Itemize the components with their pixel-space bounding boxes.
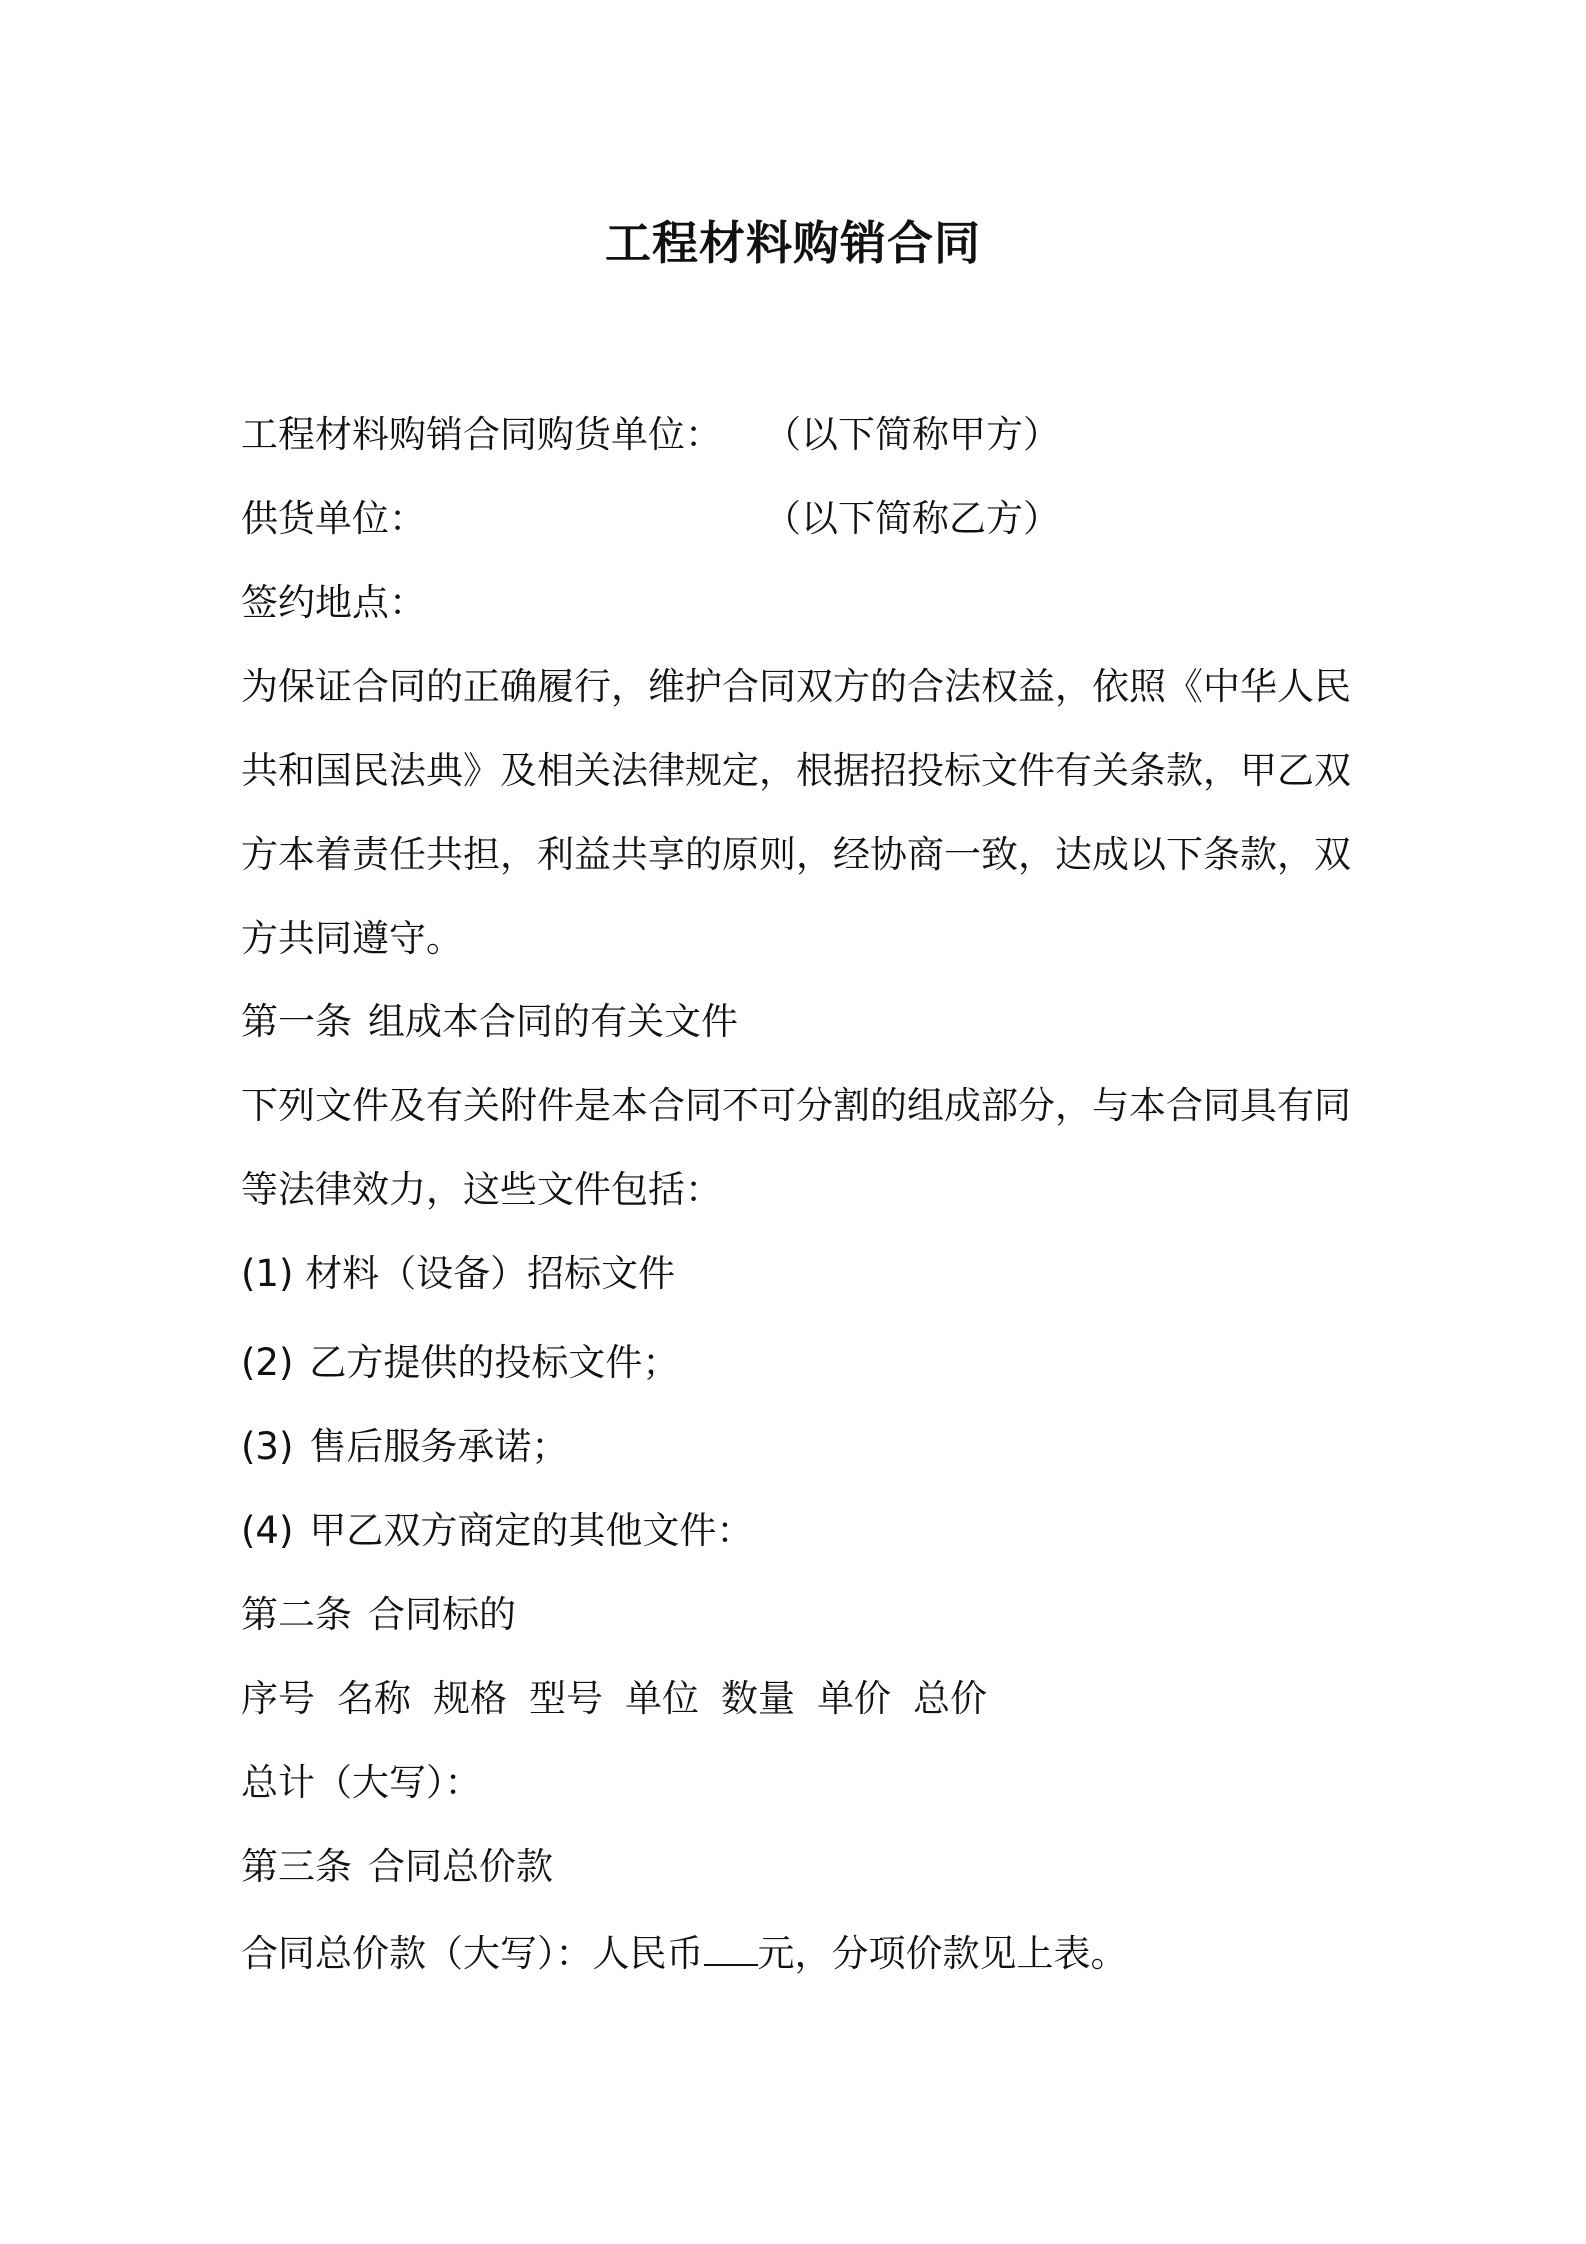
item-text: 材料（设备）招标文件: [305, 1252, 676, 1295]
preamble-line-3: 方本着责任共担，利益共享的原则，经协商一致，达成以下条款，双: [241, 833, 1351, 876]
preamble-line-2: 共和国民法典》及相关法律规定，根据招投标文件有关条款，甲乙双: [241, 749, 1351, 792]
item-text: 乙方提供的投标文件；: [309, 1341, 680, 1384]
item-number: (2): [241, 1341, 294, 1384]
buyer-label: 工程材料购销合同购货单位：: [241, 413, 722, 456]
article2-title: 合同标的: [368, 1593, 516, 1636]
item-number: (3): [241, 1425, 294, 1468]
article3-price-line: [241, 1926, 1128, 1979]
buyer-note: （以下简称甲方）: [764, 413, 1060, 456]
price-blank: [704, 1926, 758, 1966]
price-suffix: 元，分项价款见上表。: [757, 1932, 1128, 1975]
item-text: 售后服务承诺；: [309, 1425, 569, 1468]
article1-number: 第一条: [241, 1000, 352, 1043]
article1-body-line-1: 下列文件及有关附件是本合同不可分割的组成部分，与本合同具有同: [241, 1084, 1351, 1127]
column-header: 数量: [721, 1677, 795, 1720]
column-header: 名称: [337, 1677, 411, 1720]
signing-place: 签约地点：: [241, 581, 426, 624]
article2-total: 总计（大写）：: [241, 1761, 482, 1804]
article1-body-line-2: 等法律效力，这些文件包括：: [241, 1168, 722, 1211]
article3-heading: [241, 1842, 553, 1892]
supplier-label: 供货单位：: [241, 497, 426, 540]
item-number: (4): [241, 1509, 294, 1552]
article1-item-4: [241, 1506, 753, 1556]
preamble-line-1: 为保证合同的正确履行，维护合同双方的合法权益，依照《中华人民: [241, 665, 1351, 708]
article2-heading: [241, 1590, 516, 1640]
column-header: 序号: [241, 1677, 315, 1720]
article1-item-1: [241, 1249, 675, 1299]
supplier-note: （以下简称乙方）: [764, 497, 1060, 540]
item-number: (1): [241, 1252, 294, 1295]
article1-title: 组成本合同的有关文件: [368, 1000, 738, 1043]
column-header: 规格: [433, 1677, 507, 1720]
column-header: 单位: [625, 1677, 699, 1720]
column-header: 总价: [913, 1677, 987, 1720]
preamble-line-4: 方共同遵守。: [241, 917, 463, 960]
document-title: 工程材料购销合同: [605, 216, 981, 270]
price-prefix: 合同总价款（大写）：人民币: [241, 1932, 704, 1975]
article3-number: 第三条: [241, 1845, 352, 1888]
article2-columns: [241, 1674, 987, 1724]
article3-title: 合同总价款: [368, 1845, 553, 1888]
column-header: 型号: [529, 1677, 603, 1720]
article1-item-2: [241, 1338, 679, 1388]
article2-number: 第二条: [241, 1593, 352, 1636]
article1-item-3: [241, 1422, 568, 1472]
article1-heading: [241, 997, 738, 1047]
item-text: 甲乙双方商定的其他文件：: [309, 1509, 754, 1552]
column-header: 单价: [817, 1677, 891, 1720]
